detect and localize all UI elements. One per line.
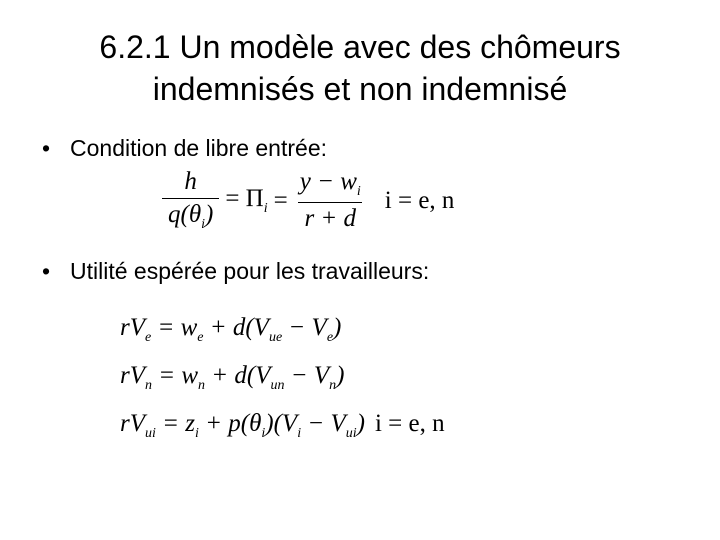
bullet-free-entry bbox=[42, 135, 327, 162]
rhs-numerator: $y - w_i$ bbox=[299, 168, 361, 199]
lhs-fraction bbox=[162, 168, 219, 233]
index-label: i = e, n bbox=[374, 410, 445, 437]
free-entry-equation bbox=[162, 168, 454, 233]
equals-pi: = $\Pi_i$ bbox=[225, 184, 268, 216]
title-line-2: indemnisés et non indemnisé bbox=[152, 71, 568, 107]
lhs-numerator: h bbox=[184, 168, 197, 195]
lhs-denominator: $q(\theta_i)$ bbox=[162, 198, 219, 233]
equals-sign: = bbox=[273, 186, 288, 214]
utility-equation-unemployed: $rV_{ui} = z_i + p(\theta_i)(V_i - V_{ui}) i = e$, n bbox=[120, 410, 445, 441]
utility-equation-employed-insured: $rV_e = w_e + d(V_{ue} - V_e)$ bbox=[120, 314, 342, 345]
utility-equations bbox=[120, 308, 445, 452]
rhs-denominator: r + d bbox=[298, 202, 362, 233]
bullet-free-entry-text: Condition de libre entrée: bbox=[70, 135, 327, 161]
title-line-1: 6.2.1 Un modèle avec des chômeurs bbox=[99, 29, 621, 65]
bullet-dot: • bbox=[42, 258, 51, 284]
rhs-fraction bbox=[294, 168, 367, 233]
index-label: i = e, n bbox=[384, 186, 455, 214]
slide-title bbox=[0, 26, 720, 110]
bullet-expected-utility bbox=[42, 258, 429, 285]
utility-equation-employed-non-insured: $rV_n = w_n + d(V_{un} - V_n)$ bbox=[120, 362, 345, 393]
bullet-dot: • bbox=[42, 135, 51, 161]
bullet-expected-utility-text: Utilité espérée pour les travailleurs: bbox=[70, 258, 430, 284]
